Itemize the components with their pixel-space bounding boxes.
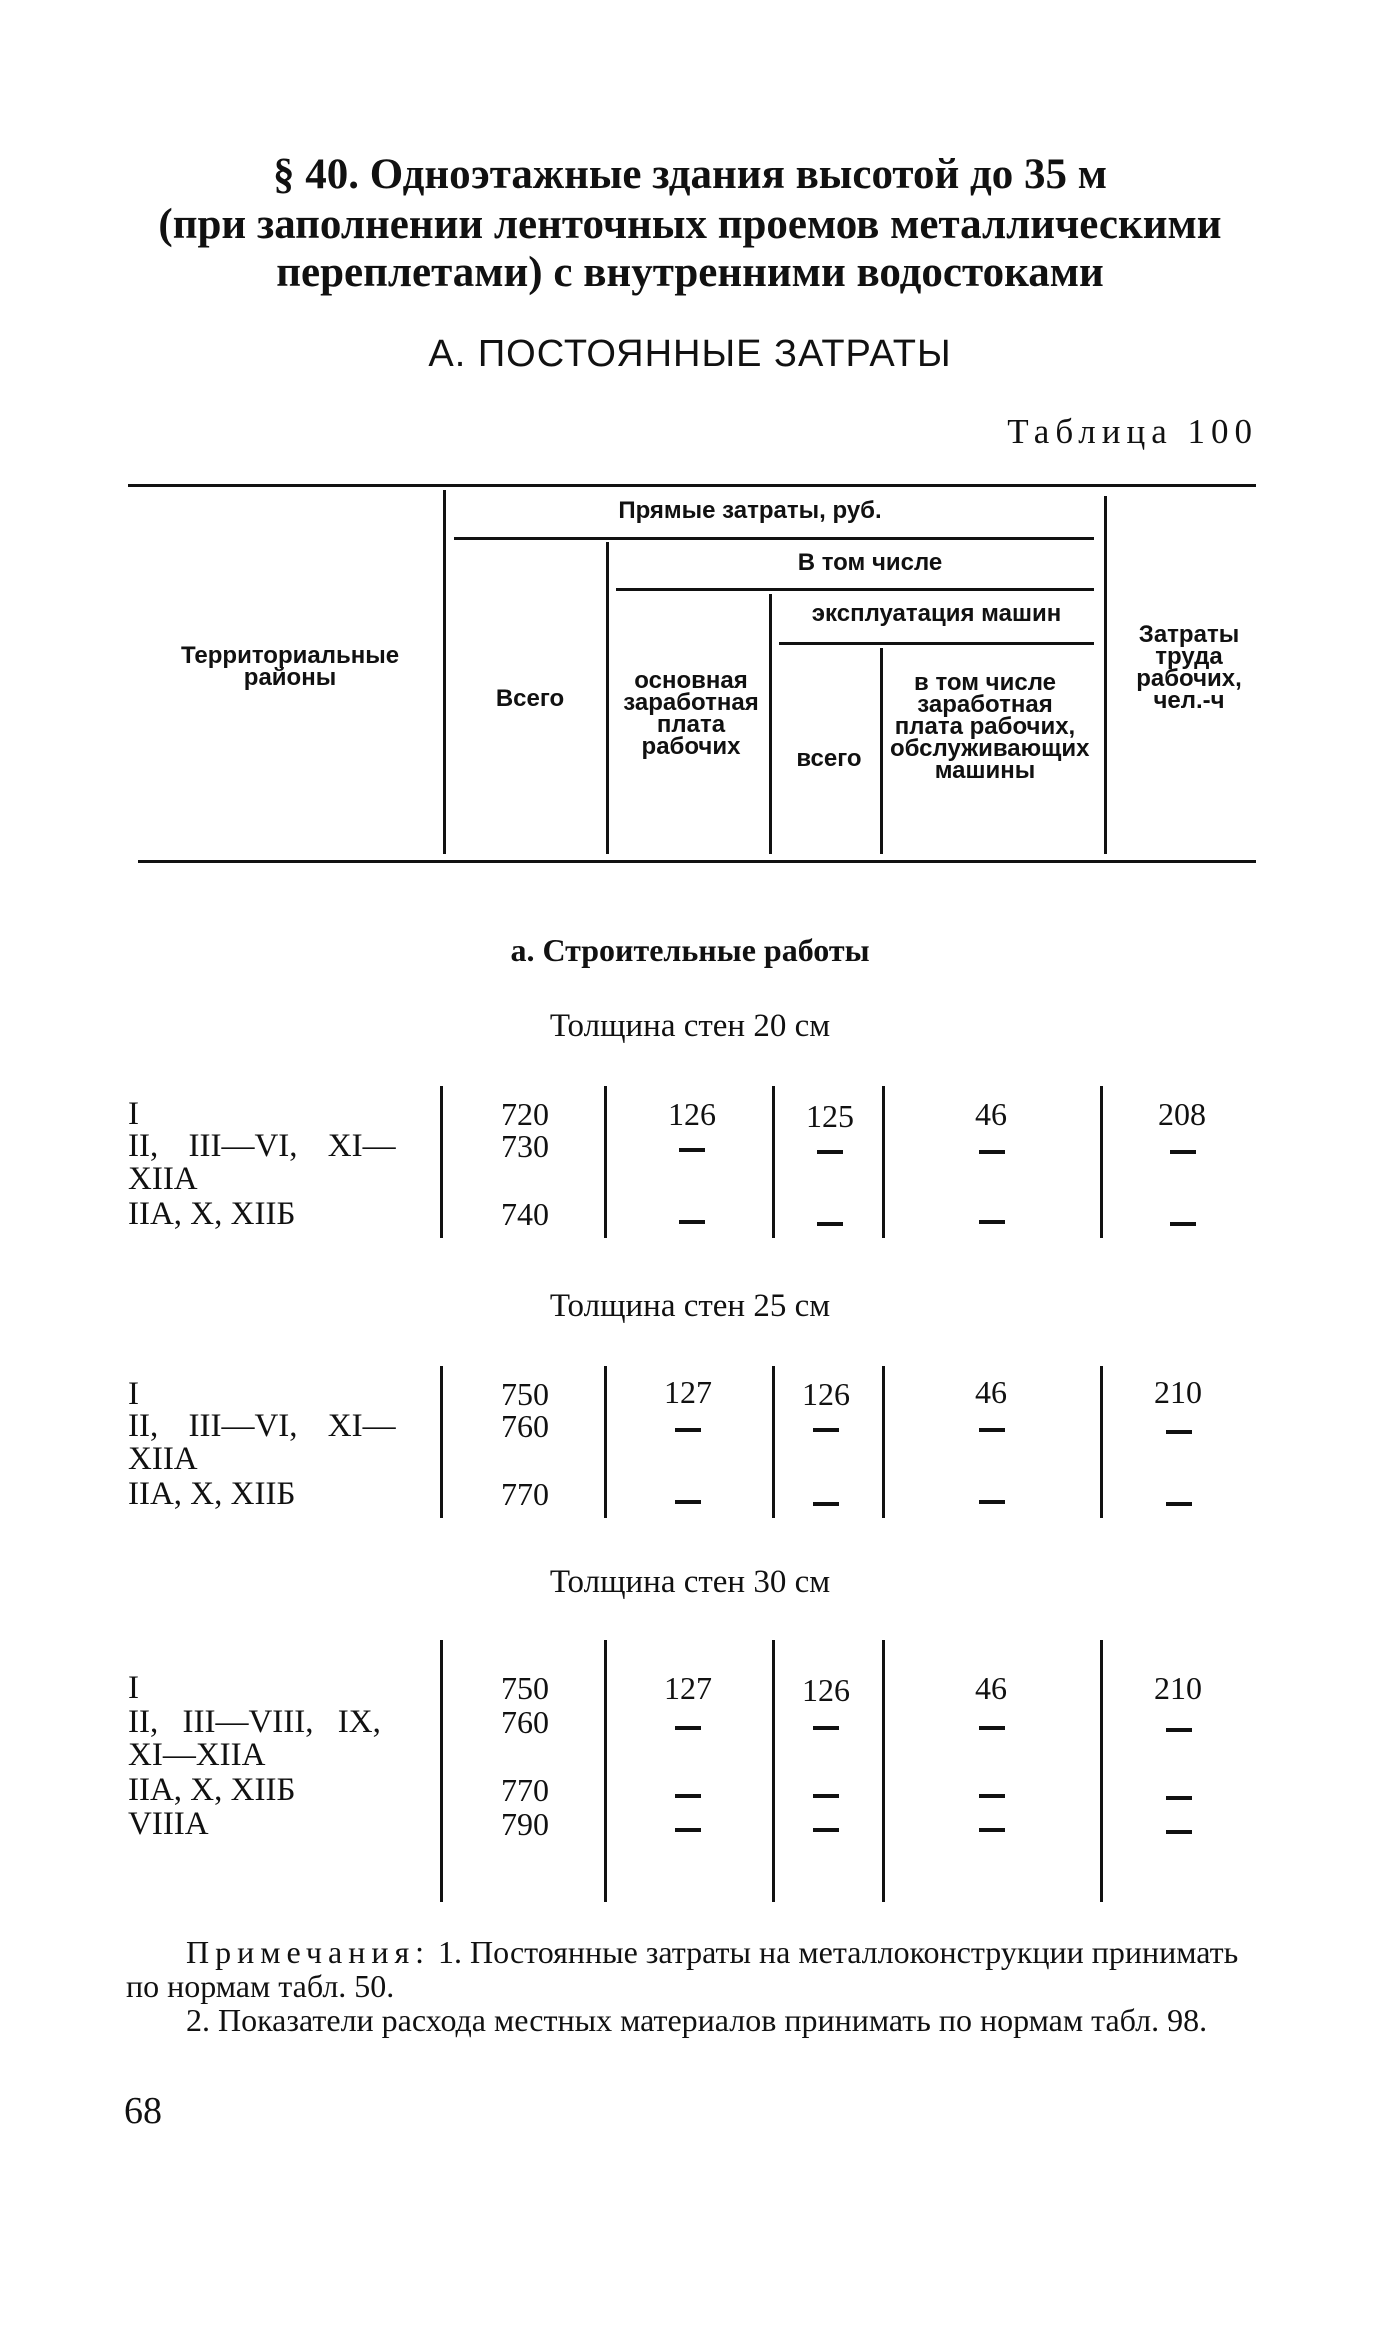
dash-mark: [675, 1428, 701, 1432]
dash-mark: [979, 1500, 1005, 1504]
column-divider: [440, 1366, 443, 1518]
header-rule: [779, 642, 1094, 645]
section-title: а. Строительные работы: [510, 932, 870, 968]
dash-mark: [979, 1726, 1005, 1730]
dash-mark: [813, 1828, 839, 1832]
value-machine-wage: 46: [975, 1670, 1007, 1706]
region-label: I: [128, 1670, 139, 1706]
group-title: Толщина стен 30 см: [549, 1564, 831, 1600]
region-label: IIA, X, XIIБ: [128, 1196, 296, 1232]
dash-mark: [1166, 1502, 1192, 1506]
subheading: А. ПОСТОЯННЫЕ ЗАТРАТЫ: [428, 333, 952, 375]
dash-mark: [979, 1220, 1005, 1224]
group-title: Толщина стен 25 см: [549, 1288, 831, 1324]
column-divider: [604, 1640, 607, 1902]
region-label: II, III—VI, XI—XIIA: [128, 1128, 396, 1197]
note-2: 2. Показатели расхода местных материалов принимать по нормам табл. 98.: [186, 2002, 1208, 2038]
value-total: 740: [501, 1196, 549, 1232]
dash-mark: [1170, 1150, 1196, 1154]
header-top-rule: [128, 484, 1256, 487]
header-regions: Территориальные районы: [180, 642, 400, 691]
header-divider: [606, 542, 609, 854]
region-label: I: [128, 1376, 139, 1412]
dash-mark: [979, 1150, 1005, 1154]
region-label: VIIIA: [128, 1806, 209, 1842]
dash-mark: [817, 1150, 843, 1154]
dash-mark: [979, 1828, 1005, 1832]
value-total: 750: [501, 1670, 549, 1706]
header-total: Всего: [495, 685, 565, 712]
header-rule: [616, 588, 1094, 591]
region-label: IIA, X, XIIБ: [128, 1772, 296, 1808]
value-total: 760: [501, 1408, 549, 1444]
value-wage: 126: [668, 1096, 716, 1132]
dash-mark: [679, 1148, 705, 1152]
header-labor: Затраты труда рабочих, чел.-ч: [1136, 621, 1242, 714]
page-title-line-2: (при заполнении ленточных проемов металлическими: [158, 201, 1222, 248]
dash-mark: [979, 1428, 1005, 1432]
column-divider: [772, 1366, 775, 1518]
header-including: В том числе: [797, 549, 943, 576]
dash-mark: [813, 1726, 839, 1730]
value-total: 720: [501, 1096, 549, 1132]
notes-label: Примечания:: [186, 1934, 431, 1970]
dash-mark: [675, 1828, 701, 1832]
notes: [126, 1935, 1266, 2037]
region-label: II, III—VIII, IX, XI—XIIA: [128, 1704, 381, 1773]
header-machine-operation: эксплуатация машин: [811, 600, 1062, 627]
dash-mark: [1166, 1830, 1192, 1834]
dash-mark: [813, 1428, 839, 1432]
dash-mark: [813, 1794, 839, 1798]
value-total: 790: [501, 1806, 549, 1842]
value-labor: 210: [1154, 1670, 1202, 1706]
column-divider: [604, 1086, 607, 1238]
table-number: Таблица 100: [1007, 412, 1258, 451]
value-wage: 127: [664, 1374, 712, 1410]
note-1: 1. Постоянные затраты на металлоконструкции принимать по нормам табл. 50.: [126, 1934, 1239, 2004]
dash-mark: [675, 1500, 701, 1504]
dash-mark: [817, 1222, 843, 1226]
value-labor: 210: [1154, 1374, 1202, 1410]
header-machine-total: всего: [796, 745, 862, 772]
header-machine-wage: в том числе заработная плата рабочих, обслуживающих машины: [890, 669, 1090, 784]
column-divider: [1100, 1086, 1103, 1238]
value-total: 750: [501, 1376, 549, 1412]
column-divider: [882, 1640, 885, 1902]
value-machine: 125: [806, 1098, 854, 1134]
dash-mark: [979, 1794, 1005, 1798]
column-divider: [882, 1366, 885, 1518]
column-divider: [1100, 1640, 1103, 1902]
dash-mark: [1166, 1728, 1192, 1732]
value-machine-wage: 46: [975, 1374, 1007, 1410]
group-title: Толщина стен 20 см: [549, 1008, 831, 1044]
header-divider: [1104, 496, 1107, 854]
value-total: 770: [501, 1772, 549, 1808]
header-direct-costs: Прямые затраты, руб.: [618, 497, 882, 524]
column-divider: [604, 1366, 607, 1518]
column-divider: [772, 1640, 775, 1902]
page-number: 68: [124, 2090, 162, 2132]
page-title-line-1: § 40. Одноэтажные здания высотой до 35 м: [272, 151, 1108, 198]
region-label: I: [128, 1096, 139, 1132]
column-divider: [1100, 1366, 1103, 1518]
header-divider: [443, 490, 446, 854]
value-machine-wage: 46: [975, 1096, 1007, 1132]
column-divider: [440, 1086, 443, 1238]
dash-mark: [675, 1794, 701, 1798]
value-total: 730: [501, 1128, 549, 1164]
dash-mark: [1166, 1430, 1192, 1434]
value-wage: 127: [664, 1670, 712, 1706]
header-divider: [880, 648, 883, 854]
header-base-wage: основная заработная плата рабочих: [623, 667, 759, 760]
dash-mark: [1170, 1222, 1196, 1226]
dash-mark: [1166, 1796, 1192, 1800]
dash-mark: [675, 1726, 701, 1730]
value-total: 770: [501, 1476, 549, 1512]
header-bottom-rule: [138, 860, 1256, 863]
header-rule: [454, 537, 1094, 540]
header-divider: [769, 594, 772, 854]
region-label: II, III—VI, XI—XIIA: [128, 1408, 396, 1477]
dash-mark: [679, 1220, 705, 1224]
column-divider: [440, 1640, 443, 1902]
column-divider: [882, 1086, 885, 1238]
value-total: 760: [501, 1704, 549, 1740]
region-label: IIA, X, XIIБ: [128, 1476, 296, 1512]
dash-mark: [813, 1502, 839, 1506]
page-title-line-3: переплетами) с внутренними водостоками: [276, 249, 1104, 296]
column-divider: [772, 1086, 775, 1238]
value-machine: 126: [802, 1376, 850, 1412]
value-labor: 208: [1158, 1096, 1206, 1132]
value-machine: 126: [802, 1672, 850, 1708]
